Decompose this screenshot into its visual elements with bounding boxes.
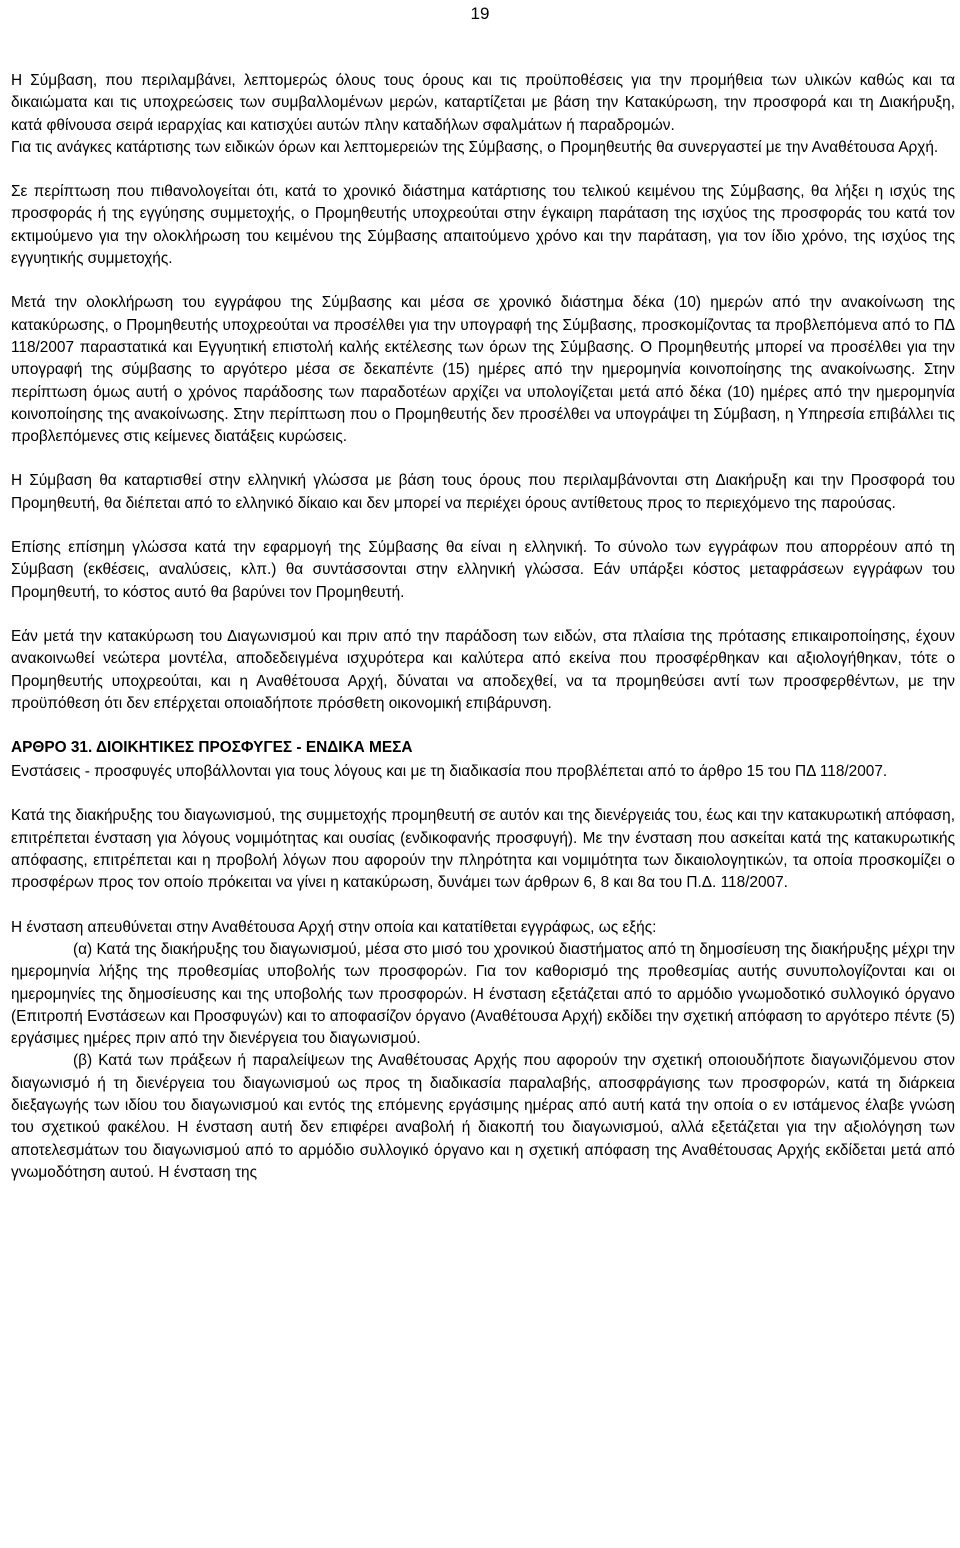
paragraph: Σε περίπτωση που πιθανολογείται ότι, κατά το χρονικό διάστημα κατάρτισης του τελικού κειμένου της Σύμβασης, θα λήξει η ισχύς της προσφοράς ή της εγγύησης συμμετοχής, ο Προμηθευτής υποχρεούται στην έγκαιρη παράταση της ισχύος της προσφοράς του κατά τον εκτιμούμενο για την ολοκλήρωση του κειμένου της Σύμβασης απαιτούμενο χρόνο και την παράταση, για τον ίδιο χρόνο, της ισχύος της εγγυητικής συμμετοχής.	[11, 183, 955, 268]
paragraph: Κατά της διακήρυξης του διαγωνισμού, της συμμετοχής προμηθευτή σε αυτόν και της διενέργειάς του, έως και την κατακυρωτική απόφαση, επιτρέπεται ένσταση για λόγους νομιμότητας και ουσίας (ενδικοφανής προσφυγή). Με την ένσταση που ασκείται κατά της κατακυρωτικής απόφασης, επιτρέπεται και η προβολή λόγων που αφορούν την πληρότητα και νομιμότητα των δικαιολογητικών, τα οποία προσκομίζει ο προσφέρων προς τον οποίο πρόκειται να γίνει η κατακύρωση, δυνάμει των άρθρων 6, 8 και 8α του Π.Δ. 118/2007.	[11, 807, 955, 892]
list-item: (β) Κατά των πράξεων ή παραλείψεων της Αναθέτουσας Αρχής που αφορούν την σχετική οποιουδήποτε διαγωνιζόμενου στον διαγωνισμό ή τη διενέργεια του διαγωνισμού ως προς τη διαδικασία παραλαβής, αποσφράγισης των προσφορών, κατά τη διάρκεια διεξαγωγής των ιδίου του διαγωνισμού και εντός της επόμενης εργάσιμης ημέρας από αυτή κατά την οποία ο εν ιστάμενος έλαβε γνώση του σχετικού φακέλου. Η ένσταση αυτή δεν επιφέρει αναβολή ή διακοπή του διαγωνισμού, αλλά εξετάζεται για την αξιολόγηση των αποτελεσμάτων του διαγωνισμού από το αρμόδιο συλλογικό όργανο και η σχετική απόφαση της Αναθέτουσας Αρχής εκδίδεται μετά από γνωμοδότηση αυτού. Η ένσταση της	[11, 1052, 955, 1181]
paragraph: Μετά την ολοκλήρωση του εγγράφου της Σύμβασης και μέσα σε χρονικό διάστημα δέκα (10) ημερών από την ανακοίνωση της κατακύρωσης, ο Προμηθευτής υποχρεούται να προσέλθει για την υπογραφή της Σύμβασης, προσκομίζοντας τα προβλεπόμενα από το ΠΔ 118/2007 παραστατικά και Εγγυητική επιστολή καλής εκτέλεσης των όρων της Σύμβασης. Ο Προμηθευτής μπορεί να προσέλθει για την υπογραφή της σύμβασης το αργότερο μέσα σε δεκαπέντε (15) ημέρες από την ημερομηνία κοινοποίησης της ανακοίνωσης. Στην περίπτωση όμως αυτή ο χρόνος παράδοσης των παραδοτέων αρχίζει να υπολογίζεται μετά από δέκα (10) ημέρες από την ημερομηνία κοινοποίησης της ανακοίνωσης. Στην περίπτωση που ο Προμηθευτής δεν προσέλθει να υπογράψει τη Σύμβαση, η Υπηρεσία επιβάλλει τις προβλεπόμενες στις κείμενες διατάξεις κυρώσεις.	[11, 294, 955, 446]
page-number: 19	[470, 4, 490, 23]
paragraph: Η Σύμβαση, που περιλαμβάνει, λεπτομερώς όλους τους όρους και τις προϋποθέσεις για την προμήθεια των υλικών καθώς και τα δικαιώματα και τις υποχρεώσεις των συμβαλλομένων μερών, καταρτίζεται με βάση την Κατακύρωση, την προσφορά και τη Διακήρυξη, κατά φθίνουσα σειρά ιεραρχίας και κατισχύει αυτών πλην καταδήλων σφαλμάτων ή παραδρομών.	[11, 72, 955, 134]
paragraph: Ενστάσεις - προσφυγές υποβάλλονται για τους λόγους και με τη διαδικασία που προβλέπεται από το άρθρο 15 του ΠΔ 118/2007.	[11, 763, 888, 781]
paragraph: Η Σύμβαση θα καταρτισθεί στην ελληνική γλώσσα με βάση τους όρους που περιλαμβάνονται στη Διακήρυξη και την Προσφορά του Προμηθευτή, θα διέπεται από το ελληνικό δίκαιο και δεν μπορεί να περιέχει όρους αντίθετους προς το περιεχόμενο της παρούσας.	[11, 472, 955, 512]
list-item: (α) Κατά της διακήρυξης του διαγωνισμού, μέσα στο μισό του χρονικού διαστήματος από τη δημοσίευση της διακήρυξης μέχρι την ημερομηνία λήξης της προθεσμίας υποβολής των προσφορών. Για τον καθορισμό της προθεσμίας αυτής συνυπολογίζονται και οι ημερομηνίες της δημοσίευσης και της υποβολής των προσφορών. Η ένσταση εξετάζεται από το αρμόδιο γνωμοδοτικό συλλογικό όργανο (Επιτροπή Ενστάσεων και Προσφυγών) και το αποφασίζον όργανο (Αναθέτουσα Αρχή) εκδίδει την σχετική απόφαση το αργότερο πέντε (5) εργάσιμες ημέρες πριν από την διενέργεια του διαγωνισμού.	[11, 940, 955, 1048]
paragraph: Η ένσταση απευθύνεται στην Αναθέτουσα Αρχή στην οποία και κατατίθεται εγγράφως, ως εξής:	[11, 918, 657, 936]
article-heading: ΑΡΘΡΟ 31. ΔΙΟΙΚΗΤΙΚΕΣ ΠΡΟΣΦΥΓΕΣ - ΕΝΔΙΚΑ ΜΕΣΑ	[11, 739, 413, 757]
paragraph: Εάν μετά την κατακύρωση του Διαγωνισμού και πριν από την παράδοση των ειδών, στα πλαίσια της πρότασης επικαιροποίησης, έχουν ανακοινωθεί νεώτερα μοντέλα, αποδεδειγμένα ισχυρότερα και καλύτερα από εκείνα που προσφέρθηκαν και αξιολογήθηκαν, τότε ο Προμηθευτής υποχρεούται, και η Αναθέτουσα Αρχή, δύναται να αποδεχθεί, να τα προμηθεύσει αντί των προσφερθέντων, με την προϋπόθεση ότι δεν επέρχεται οποιαδήποτε πρόσθετη οικονομική επιβάρυνση.	[11, 627, 955, 712]
paragraph: Επίσης επίσημη γλώσσα κατά την εφαρμογή της Σύμβασης θα είναι η ελληνική. Το σύνολο των εγγράφων που απορρέουν από τη Σύμβαση (εκθέσεις, αναλύσεις, κλπ.) θα συντάσσονται στην ελληνική γλώσσα. Εάν υπάρξει κόστος μεταφράσεων εγγράφων του Προμηθευτή, το κόστος αυτό θα βαρύνει τον Προμηθευτή.	[11, 539, 955, 601]
document-body	[11, 70, 955, 1184]
paragraph: Για τις ανάγκες κατάρτισης των ειδικών όρων και λεπτομερειών της Σύμβασης, ο Προμηθευτής θα συνεργαστεί με την Αναθέτουσα Αρχή.	[11, 138, 939, 156]
